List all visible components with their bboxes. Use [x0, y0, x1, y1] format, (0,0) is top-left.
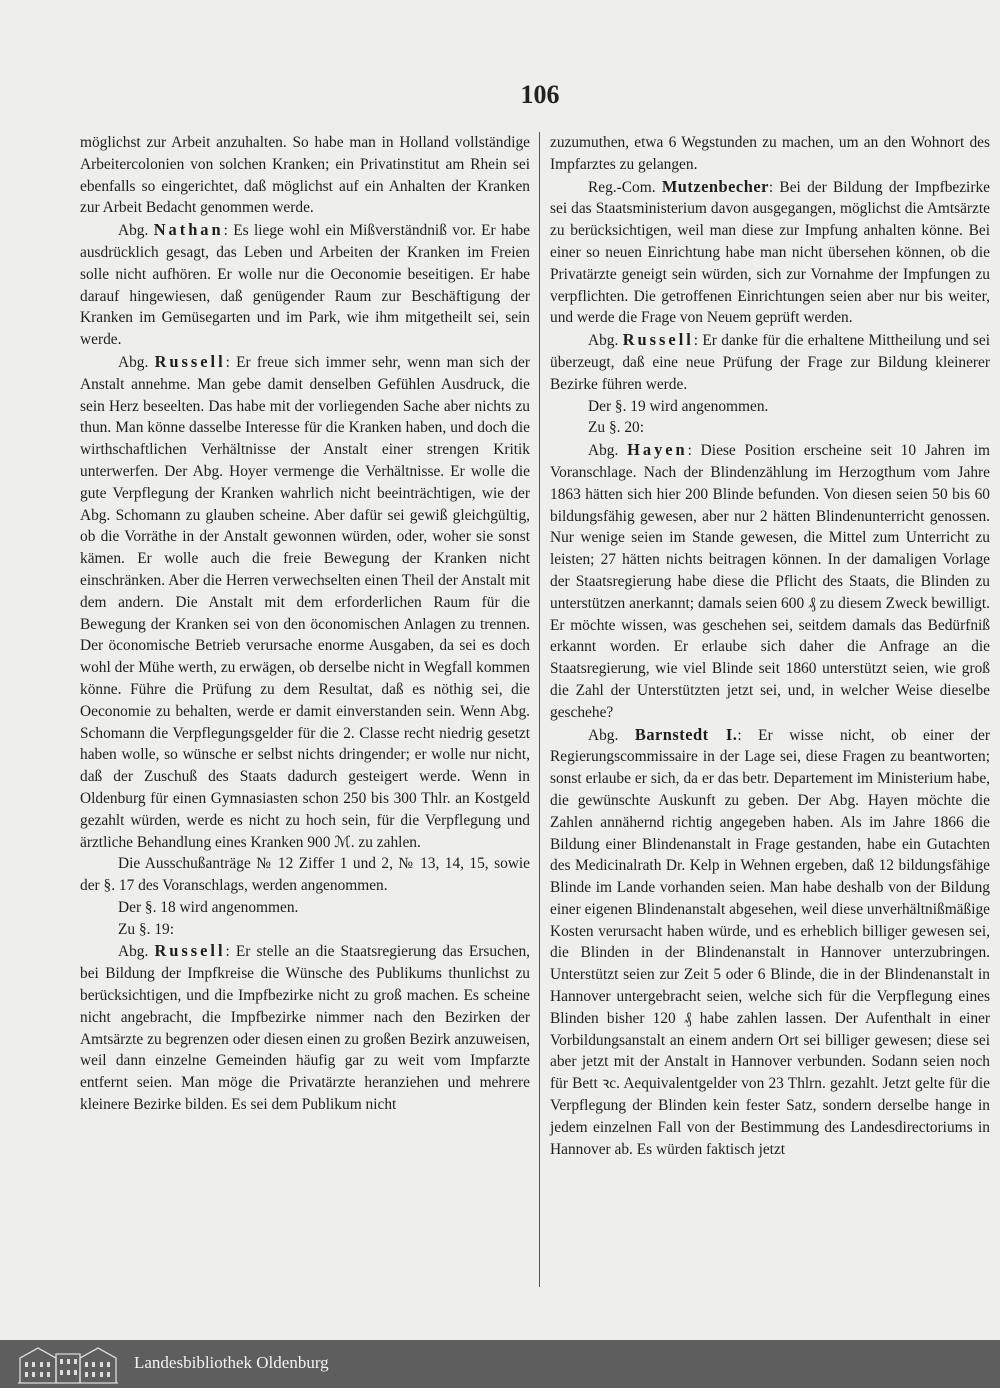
paragraph	[550, 176, 990, 330]
speaker-name: Nathan	[153, 220, 224, 240]
paragraph	[80, 219, 530, 351]
speaker-title: Abg.	[588, 726, 619, 744]
speaker-name: Russell	[154, 351, 226, 371]
paragraph-text: : Er wisse nicht, ob einer der Regierungscommissaire in der Lage sei, diese Fragen zu beantworten; sonst erlaube er sich, da er das betr. Departement im Ministerium habe, die gewünschte Auskunft zu geben. Der Abg. Hayen möchte die Zahlen annähernd richtig angegeben haben. Als im Jahre 1866 die Bildung einer Blindenanstalt in Frage gestanden, habe ein Gutachten des Medicinalrath Dr. Kelp in Wehnen ergeben, daß 12 bildungsfähige Blinde im Lande vorhanden seien. Man habe deshalb von der Bildung einer eigenen Blindenanstalt abgesehen, weil diese unverhältnißmäßige Kosten verursacht haben würde, und es erheblich billiger gewesen sei, die Blinden in der Blindenanstalt in Hannover unterzubringen. Unterstützt seien zur Zeit 5 oder 6 Blinde, die in der Blindenanstalt in Hannover untergebracht seien, welche sich für die Verpflegung eines Blinden bisher 120 ₰ habe zahlen lassen. Der Aufenthalt in einer Vorbildungsanstalt an einem andern Ort sei billiger gewesen; diese sei aber jetzt mit der Anstalt in Hannover verbunden. Sodann seien noch für Bett ꝛc. Aequivalentgelder von 23 Thlrn. gezahlt. Jetzt gelte für die Verpflegung der Blinden kein fester Satz, sondern derselbe hange in jedem einzelnen Fall von der Bestimmung des Landesdirectoriums in Hannover ab. Es würden faktisch jetzt	[550, 726, 990, 1158]
paragraph-text: Der §. 19 wird angenommen.	[588, 397, 769, 415]
paragraph-text: : Er danke für die erhaltene Mittheilung und sei überzeugt, daß eine neue Prüfung der Frage zur Bildung kleinerer Bezirke führen werde.	[550, 332, 990, 393]
paragraph-text: : Diese Position erscheine seit 10 Jahren im Voranschlage. Nach der Blindenzählung im Herzogthum vom Jahre 1863 hätten sich hier 200 Blinde befunden. Von diesen seien 50 bis 60 bildungsfähig gewesen, aber nur 2 hätten Blindenunterricht genossen. Nur wenige seien im Stande gewesen, die Mittel zum Unterricht zu leisten; 27 hätten nichts beitragen können. In der damaligen Vorlage der Staatsregierung habe diese die Pflicht des Staats, die Blinden zu unterstützen anerkannt; damals seien 600 ₰ zu diesem Zweck bewilligt. Er möchte wissen, was geschehen sei, seitdem damals das Bedürfniß erkannt worden. Er erlaube sich daher die Anfrage an die Staatsregierung, wie viel Blinde seit 1860 unterstützt seien, wie groß die Zahl der Unterstützten jetzt sei, und, in welcher Weise dieselbe geschehe?	[550, 442, 990, 721]
paragraph-text: zuzumuthen, etwa 6 Wegstunden zu machen, um an den Wohnort des Impfarztes zu gelangen.	[550, 134, 990, 173]
speaker-title: Abg.	[118, 353, 149, 371]
paragraph	[550, 724, 990, 1161]
paragraph-text: Der §. 18 wird angenommen.	[118, 898, 299, 916]
speaker-name: Russell	[154, 941, 226, 961]
paragraph-text: : Er freue sich immer sehr, wenn man sich der Anstalt annehme. Man gebe damit denselben Gefühlen Ausdruck, die sein Herz beseelten. Das habe mit der vorliegenden Sache aber nichts zu thun. Man könne dasselbe Interesse für die Kranken haben, und doch die wirthschaftlichen Verhältnisse der Anstalt einer strengen Kritik unterwerfen. Der Abg. Hoyer vermenge die Verhältnisse. Er wolle die gute Verpflegung der Kranken wahrlich nicht beeinträchtigen, wie der Abg. Schomann zu glauben scheine. Aber dafür sei gewiß gleichgültig, ob die Vorräthe in der Anstalt gewonnen würden, oder, woher sie sonst kämen. Er wolle auch die freie Bewegung der Kranken nicht einschränken. Aber die Herren verwechselten einen Theil der Anstalt mit dem andern. Die Anstalt mit dem erforderlichen Raum für die Bewegung der Kranken sei von den öconomischen Anlagen zu trennen. Der öconomische Betrieb verursache enorme Ausgaben, da sei es doch wohl der Mühe werth, zu erwägen, ob derselbe nicht in Wegfall kommen könne. Führe die Prüfung zu dem Resultat, daß es nöthig sei, die Oeconomie zu behalten, werde er damit einverstanden sein. Wenn Abg. Schomann die Verpflegungsgelder für die 2. Classe recht niedrig gesetzt haben wolle, so wünsche er selbst nichts dringender; er wolle nur nicht, daß der Zuschuß des Staats dadurch gesteigert werde. Wenn in Oldenburg für einen Gymnasiasten schon 250 bis 300 Thlr. an Kostgeld gezahlt würden, werde es nicht zu hoch sein, für die Verpflegung und ärztliche Behandlung eines Kranken 900 ℳ. zu zahlen.	[80, 353, 530, 851]
speaker-title: Reg.-Com.	[588, 178, 656, 196]
speaker-title: Abg.	[118, 943, 149, 961]
speaker-name: Barnstedt I.	[634, 724, 738, 744]
library-name: Landesbibliothek Oldenburg	[134, 1353, 329, 1372]
paragraph	[80, 940, 530, 1115]
column-divider	[539, 132, 540, 1287]
paragraph	[550, 396, 990, 418]
speaker-title: Abg.	[588, 442, 619, 460]
paragraph-text: Zu §. 20:	[588, 419, 645, 437]
speaker-title: Abg.	[588, 332, 619, 350]
paragraph	[550, 329, 990, 395]
library-building-icon	[18, 1344, 118, 1384]
page-number: 106	[520, 80, 560, 109]
speaker-name: Mutzenbecher	[661, 176, 769, 196]
left-column	[80, 132, 530, 1116]
paragraph-text: : Er stelle an die Staatsregierung das Ersuchen, bei Bildung der Impfkreise die Wünsche des Publikums thunlichst zu berücksichtigen, und die Impfbezirke nicht zu groß machen. Es scheine nicht angebracht, die Impfbezirke nimmer nach den Bezirken der Amtsärzte zu begrenzen oder diesen einen zu großen Bezirk anzuweisen, weil dann einzelne Gemeinden häufig gar zu weit vom Impfarzte entfernt seien. Man möge die Privatärzte heranziehen und mehrere kleinere Bezirke bilden. Es sei dem Publikum nicht	[80, 943, 530, 1114]
paragraph	[80, 351, 530, 853]
paragraph	[80, 919, 530, 941]
paragraph-text: möglichst zur Arbeit anzuhalten. So habe man in Holland vollständige Arbeitercolonien von solchen Kranken; ein Privatinstitut am Rhein sei ebenfalls so eingerichtet, daß möglichst auf ein Anhalten der Kranken zur Arbeit Bedacht genommen werde.	[80, 134, 530, 217]
paragraph-text: : Bei der Bildung der Impfbezirke sei das Staatsministerium davon ausgegangen, möglichst die Amtsärzte zu berücksichtigen, weil man diese zur Impfung anhalten könne. Bei einer so neuen Einrichtung habe man nicht übersehen können, ob die Privatärzte geneigt sein würden, sich zur Vornahme der Impfungen zu verpflichten. Die getroffenen Einrichtungen seien aber nur bis weiter, und werde die Frage von Neuem geprüft werden.	[550, 178, 990, 327]
paragraph-text: Die Ausschußanträge № 12 Ziffer 1 und 2, № 13, 14, 15, sowie der §. 17 des Voranschlags, werden angenommen.	[80, 855, 530, 895]
speaker-name: Russell	[622, 330, 694, 350]
paragraph-text: Zu §. 19:	[118, 920, 175, 938]
paragraph-text: : Es liege wohl ein Mißverständniß vor. Er habe ausdrücklich gesagt, das Leben und Arbeiten der Kranken im Freien solle nicht aufhören. Er wolle nur die Oeconomie beseitigen. Er habe darauf hingewiesen, daß genügender Raum zur Beschäftigung der Kranken im Gemüsegarten und im Park, wie ihm mitgetheilt sei, sein werde.	[80, 222, 530, 349]
footer-bar	[0, 1340, 1000, 1388]
paragraph	[550, 132, 990, 176]
right-column	[550, 132, 990, 1160]
paragraph	[550, 439, 990, 723]
speaker-title: Abg.	[118, 222, 149, 240]
speaker-name: Hayen	[627, 440, 688, 460]
paragraph	[80, 132, 530, 219]
paragraph	[550, 417, 990, 439]
paragraph	[80, 897, 530, 919]
paragraph	[80, 853, 530, 897]
